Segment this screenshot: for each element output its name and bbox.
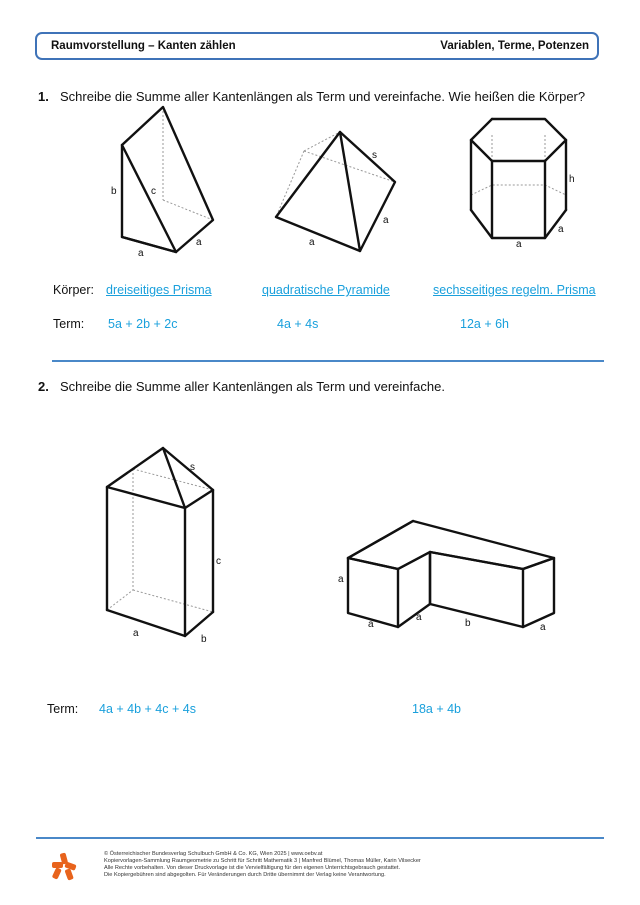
answer-name-2: quadratische Pyramide: [262, 283, 390, 297]
question-text: Schreibe die Summe aller Kantenlängen als Term und vereinfache. Wie heißen die Körper?: [60, 89, 586, 104]
label-b: b: [111, 186, 117, 197]
label-s: s: [372, 150, 377, 161]
worksheet-topic: Variablen, Terme, Potenzen: [440, 40, 589, 52]
hexagonal-prism-figure: [462, 110, 577, 250]
label-a: a: [196, 237, 202, 248]
tower-figure: [95, 440, 225, 650]
answer-term-3: 12a + 6h: [460, 317, 510, 331]
label-a: a: [416, 612, 422, 623]
section-divider: [52, 360, 604, 362]
label-s: s: [190, 462, 195, 473]
label-a: a: [338, 574, 344, 585]
answer-name-1: dreiseitiges Prisma: [106, 283, 212, 297]
label-a: a: [558, 224, 564, 235]
worksheet-title: Raumvorstellung – Kanten zählen: [51, 40, 236, 52]
answer-name-3: sechsseitiges regelm. Prisma: [433, 283, 596, 297]
answer-term-2: 18a + 4b: [412, 702, 462, 716]
footer-copyright: [104, 851, 421, 879]
header-box: [35, 32, 599, 60]
term-label: Term:: [53, 317, 85, 331]
label-b: b: [465, 618, 471, 629]
label-c: c: [151, 186, 156, 197]
label-a: a: [540, 622, 546, 633]
label-a: a: [368, 619, 374, 630]
label-a: a: [133, 628, 139, 639]
publisher-logo-icon: [50, 851, 78, 881]
label-a: a: [383, 215, 389, 226]
l-shape-figure: [336, 510, 566, 640]
label-c: c: [216, 556, 221, 567]
footer-line: © Österreichischer Bundesverlag Schulbuch GmbH & Co. KG, Wien 2025 | www.oebv.at: [104, 851, 323, 857]
label-a: a: [516, 239, 522, 250]
answer-term-1: 5a + 2b + 2c: [108, 317, 178, 331]
label-a: a: [309, 237, 315, 248]
question-text: Schreibe die Summe aller Kantenlängen als Term und vereinfache.: [60, 379, 445, 394]
square-pyramid-figure: [268, 120, 403, 255]
triangular-prism-figure: [105, 100, 220, 260]
answer-term-1: 4a + 4b + 4c + 4s: [99, 702, 196, 716]
question-2: [38, 379, 445, 394]
answer-term-2: 4a + 4s: [277, 317, 319, 331]
label-h: h: [569, 174, 575, 185]
question-number: 2.: [38, 379, 49, 394]
koerper-label: Körper:: [53, 283, 94, 297]
label-b: b: [201, 634, 207, 645]
footer-line: Kopiervorlagen-Sammlung Raumgeometrie zu Schritt für Schritt Mathematik 3 | Manfred Blümel, Thomas Müller, Karin Vilsecker: [104, 858, 421, 864]
footer-divider: [36, 837, 604, 839]
footer-line: Alle Rechte vorbehalten. Von dieser Druckvorlage ist die Vervielfältigung für den eigenen Unterrichtsgebrauch gestattet.: [104, 865, 401, 871]
label-a: a: [138, 248, 144, 259]
footer-line: Die Kopiergebühren sind abgegolten. Für Veränderungen durch Dritte übernimmt der Verlag keine Verantwortung.: [104, 872, 386, 878]
question-number: 1.: [38, 89, 49, 104]
term-label: Term:: [47, 702, 79, 716]
